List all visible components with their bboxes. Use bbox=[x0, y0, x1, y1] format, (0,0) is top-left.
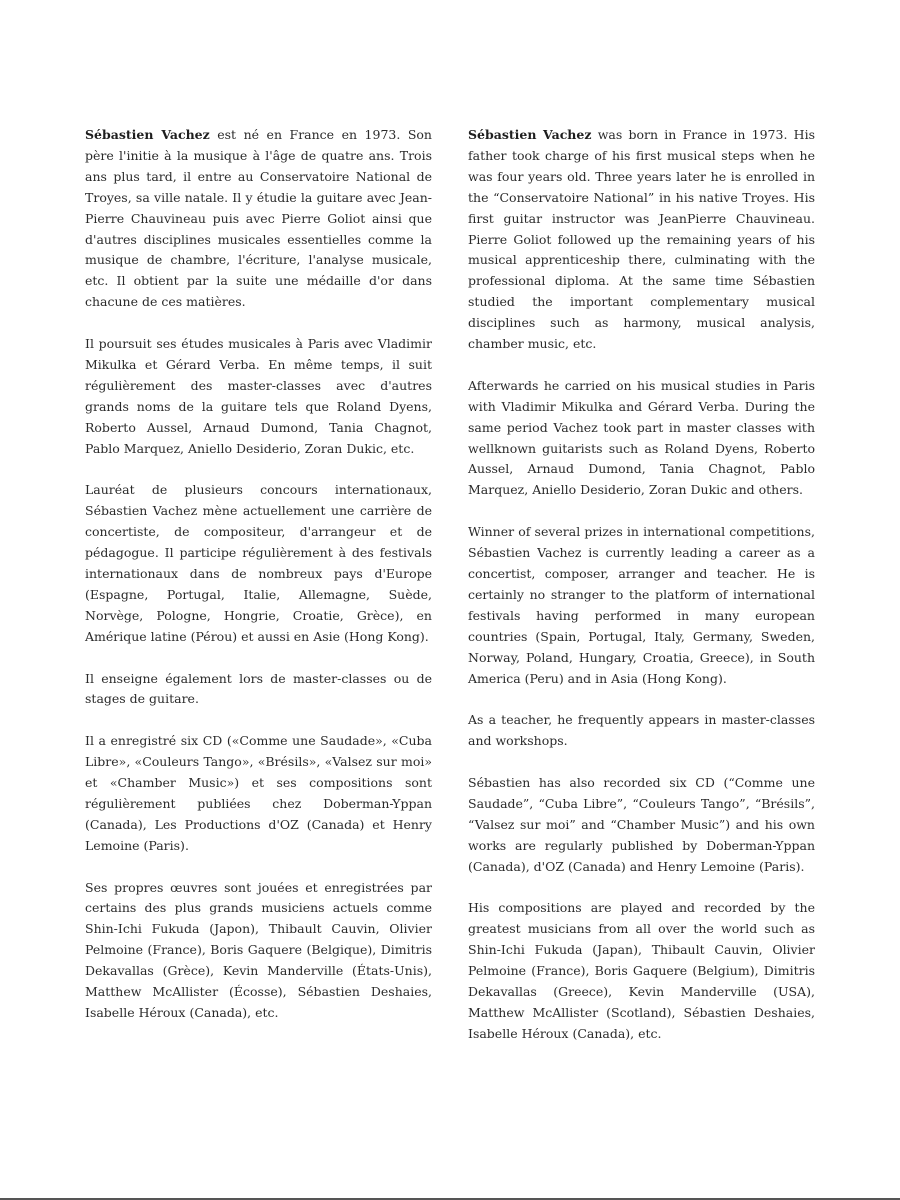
english-paragraph-recordings: Sébastien has also recorded six CD (“Comme une Saudade”, “Cuba Libre”, “Couleurs Tango”, “Brésils”, “Valsez sur moi” and “Chamber Music”) and his own works are regularly published by Doberman-Yppan (Canada), d'OZ (Canada) and Henry Lemoine (Paris). bbox=[468, 775, 815, 874]
french-paragraph-recordings: Il a enregistré six CD («Comme une Saudade», «Cuba Libre», «Couleurs Tango», «Brésils», «Valsez sur moi» et «Chamber Music») et ses compositions sont régulièrement publiées chez Doberman-Yppan (Canada), Les Productions d'OZ (Canada) et Henry Lemoine (Paris). bbox=[85, 733, 432, 853]
french-paragraph-teaching: Il enseigne également lors de master-classes ou de stages de guitare. bbox=[85, 670, 432, 707]
english-paragraph-works: His compositions are played and recorded by the greatest musicians from all over the world such as Shin-Ichi Fukuda (Japan), Thibault Cauvin, Olivier Pelmoine (France), Boris Gaquere (Belgium), Dimitris Dekavallas (Greece), Kevin Manderville (USA), Matthew McAllister (Scotland), Sébastien Deshaies, Isabelle Héroux (Canada), etc. bbox=[468, 900, 815, 1041]
english-artist-name: Sébastien Vachez bbox=[468, 127, 592, 142]
french-paragraph-birth-text: est né en France en 1973. Son père l'initie à la musique à l'âge de quatre ans. Trois ans plus tard, il entre au Conservatoire National de Troyes, sa ville natale. Il y étudie la guitare avec Jean-Pierre Chauvineau puis avec Pierre Goliot ainsi que d'autres disciplines musicales essentielles comme la musique de chambre, l'écriture, l'analyse musicale, etc. Il obtient par la suite une médaille d'or dans chacune de ces matières. bbox=[85, 127, 432, 310]
english-paragraph-career: Winner of several prizes in international competitions, Sébastien Vachez is currently leading a career as a concertist, composer, arranger and teacher. He is certainly no stranger to the platform of international festivals having performed in many european countries (Spain, Portugal, Italy, Germany, Sweden, Norway, Poland, Hungary, Croatia, Greece), in South America (Peru) and in Asia (Hong Kong). bbox=[468, 524, 815, 686]
french-paragraph-studies: Il poursuit ses études musicales à Paris avec Vladimir Mikulka et Gérard Verba. En même temps, il suit régulièrement des master-classes avec d'autres grands noms de la guitare tels que Roland Dyens, Roberto Aussel, Arnaud Dumond, Tania Chagnot, Pablo Marquez, Aniello Desiderio, Zoran Dukic, etc. bbox=[85, 336, 432, 456]
french-paragraph-birth bbox=[85, 125, 432, 313]
english-paragraph-birth-text: was born in France in 1973. His father took charge of his first musical steps when he was four years old. Three years later he is enrolled in the “Conservatoire National” in his native Troyes. His first guitar instructor was JeanPierre Chauvineau. Pierre Goliot followed up the remaining years of his musical apprenticeship there, culminating with the professional diploma. At the same time Sébastien studied the important complementary musical disciplines such as harmony, musical analysis, chamber music, etc. bbox=[468, 127, 815, 352]
english-paragraph-studies: Afterwards he carried on his musical studies in Paris with Vladimir Mikulka and Gérard Verba. During the same period Vachez took part in master classes with wellknown guitarists such as Roland Dyens, Roberto Aussel, Arnaud Dumond, Tania Chagnot, Pablo Marquez, Aniello Desiderio, Zoran Dukic and others. bbox=[468, 377, 815, 498]
french-artist-name: Sébastien Vachez bbox=[85, 127, 210, 142]
french-paragraph-career: Lauréat de plusieurs concours internationaux, Sébastien Vachez mène actuellement une carrière de concertiste, de compositeur, d'arrangeur et de pédagogue. Il participe régulièrement à des festivals internationaux dans de nombreux pays d'Europe (Espagne, Portugal, Italie, Allemagne, Suède, Norvège, Pologne, Hongrie, Croatie, Grèce), en Amérique latine (Pérou) et aussi en Asie (Hong Kong). bbox=[85, 482, 432, 644]
english-biography-column bbox=[468, 125, 815, 1066]
french-paragraph-works: Ses propres œuvres sont jouées et enregistrées par certains des plus grands musiciens actuels comme Shin-Ichi Fukuda (Japon), Thibault Cauvin, Olivier Pelmoine (France), Boris Gaquere (Belgique), Dimitris Dekavallas (Grèce), Kevin Manderville (États-Unis), Matthew McAllister (Écosse), Sébastien Deshaies, Isabelle Héroux (Canada), etc. bbox=[85, 879, 432, 1020]
english-paragraph-birth bbox=[468, 125, 815, 355]
english-paragraph-teaching: As a teacher, he frequently appears in master-classes and workshops. bbox=[468, 712, 815, 749]
french-biography-column bbox=[85, 125, 432, 1045]
